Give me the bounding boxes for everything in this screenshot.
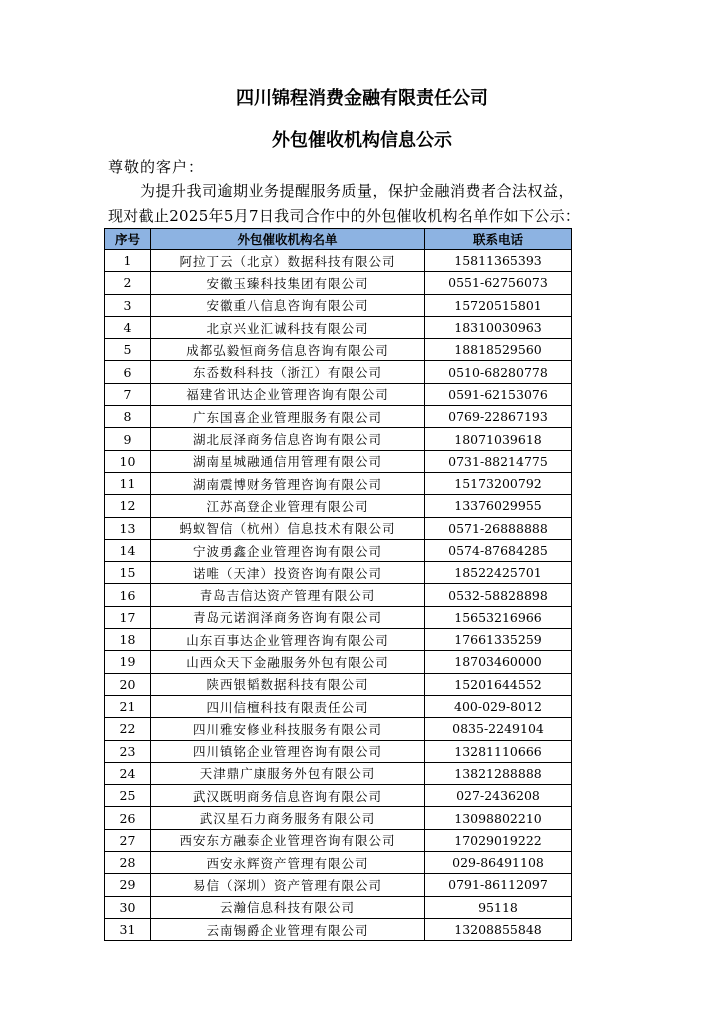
table-row [105, 272, 572, 294]
header-phone: 联系电话 [425, 229, 572, 250]
phone-number: 0769-22867193 [425, 406, 572, 428]
row-index: 24 [105, 762, 151, 784]
agency-name: 广东国喜企业管理服务有限公司 [151, 406, 425, 428]
intro-line-2: 现对截止2025年5月7日我司合作中的外包催收机构名单作如下公示： [108, 207, 581, 225]
agency-name: 山东百事达企业管理咨询有限公司 [151, 629, 425, 651]
agency-name: 山西众天下金融服务外包有限公司 [151, 651, 425, 673]
phone-number: 0532-58828898 [425, 584, 572, 606]
phone-number: 95118 [425, 896, 572, 918]
table-row [105, 339, 572, 361]
agency-table [104, 228, 572, 941]
table-row [105, 651, 572, 673]
header-index: 序号 [105, 229, 151, 250]
table-row [105, 316, 572, 338]
phone-number: 0574-87684285 [425, 539, 572, 561]
row-index: 19 [105, 651, 151, 673]
phone-number: 18703460000 [425, 651, 572, 673]
agency-name: 湖南震博财务管理咨询有限公司 [151, 472, 425, 494]
row-index: 3 [105, 294, 151, 316]
table-row [105, 383, 572, 405]
agency-name: 安徽玉臻科技集团有限公司 [151, 272, 425, 294]
phone-number: 17661335259 [425, 629, 572, 651]
table-row [105, 896, 572, 918]
agency-name: 陕西银韬数据科技有限公司 [151, 673, 425, 695]
agency-name: 易信（深圳）资产管理有限公司 [151, 874, 425, 896]
row-index: 16 [105, 584, 151, 606]
agency-name: 四川信檀科技有限责任公司 [151, 695, 425, 717]
agency-name: 东岙数科科技（浙江）有限公司 [151, 361, 425, 383]
table-row [105, 852, 572, 874]
agency-name: 安徽重八信息咨询有限公司 [151, 294, 425, 316]
phone-number: 15653216966 [425, 606, 572, 628]
row-index: 15 [105, 562, 151, 584]
phone-number: 027-2436208 [425, 785, 572, 807]
table-row [105, 250, 572, 272]
agency-name: 北京兴业汇诚科技有限公司 [151, 316, 425, 338]
table-row [105, 740, 572, 762]
phone-number: 13208855848 [425, 918, 572, 940]
row-index: 26 [105, 807, 151, 829]
phone-number: 13376029955 [425, 495, 572, 517]
row-index: 29 [105, 874, 151, 896]
row-index: 7 [105, 383, 151, 405]
phone-number: 17029019222 [425, 829, 572, 851]
phone-number: 15811365393 [425, 250, 572, 272]
table-row [105, 673, 572, 695]
agency-name: 湖南星城融通信用管理有限公司 [151, 450, 425, 472]
table-header-row [105, 229, 572, 250]
row-index: 25 [105, 785, 151, 807]
table-row [105, 874, 572, 896]
row-index: 4 [105, 316, 151, 338]
agency-name: 蚂蚁智信（杭州）信息技术有限公司 [151, 517, 425, 539]
document-title: 外包催收机构信息公示 [272, 130, 452, 151]
phone-number: 0791-86112097 [425, 874, 572, 896]
table-row [105, 829, 572, 851]
row-index: 1 [105, 250, 151, 272]
table-row [105, 539, 572, 561]
table-row [105, 606, 572, 628]
row-index: 5 [105, 339, 151, 361]
row-index: 23 [105, 740, 151, 762]
agency-name: 西安东方融泰企业管理咨询有限公司 [151, 829, 425, 851]
table-row [105, 428, 572, 450]
table-row [105, 517, 572, 539]
table-row [105, 762, 572, 784]
phone-number: 18818529560 [425, 339, 572, 361]
table-row [105, 918, 572, 940]
phone-number: 13098802210 [425, 807, 572, 829]
row-index: 17 [105, 606, 151, 628]
row-index: 9 [105, 428, 151, 450]
phone-number: 15173200792 [425, 472, 572, 494]
company-name: 四川锦程消费金融有限责任公司 [236, 88, 488, 109]
phone-number: 0571-26888888 [425, 517, 572, 539]
phone-number: 18522425701 [425, 562, 572, 584]
row-index: 2 [105, 272, 151, 294]
table-row [105, 450, 572, 472]
agency-name: 青岛元诺润泽商务咨询有限公司 [151, 606, 425, 628]
row-index: 8 [105, 406, 151, 428]
header-agency-name: 外包催收机构名单 [151, 229, 425, 250]
agency-name: 四川镇铭企业管理咨询有限公司 [151, 740, 425, 762]
row-index: 13 [105, 517, 151, 539]
phone-number: 15720515801 [425, 294, 572, 316]
row-index: 10 [105, 450, 151, 472]
row-index: 12 [105, 495, 151, 517]
phone-number: 0591-62153076 [425, 383, 572, 405]
agency-name: 武汉星石力商务服务有限公司 [151, 807, 425, 829]
row-index: 30 [105, 896, 151, 918]
row-index: 27 [105, 829, 151, 851]
agency-name: 云瀚信息科技有限公司 [151, 896, 425, 918]
row-index: 6 [105, 361, 151, 383]
agency-name: 天津鼎广康服务外包有限公司 [151, 762, 425, 784]
agency-name: 诺唯（天津）投资咨询有限公司 [151, 562, 425, 584]
phone-number: 15201644552 [425, 673, 572, 695]
table-row [105, 695, 572, 717]
phone-number: 18310030963 [425, 316, 572, 338]
agency-name: 福建省讯达企业管理咨询有限公司 [151, 383, 425, 405]
intro-line-1: 为提升我司逾期业务提醒服务质量，保护金融消费者合法权益， [140, 182, 575, 200]
row-index: 18 [105, 629, 151, 651]
table-row [105, 472, 572, 494]
phone-number: 400-029-8012 [425, 695, 572, 717]
row-index: 31 [105, 918, 151, 940]
row-index: 20 [105, 673, 151, 695]
table-row [105, 562, 572, 584]
phone-number: 029-86491108 [425, 852, 572, 874]
phone-number: 0731-88214775 [425, 450, 572, 472]
table-row [105, 584, 572, 606]
row-index: 14 [105, 539, 151, 561]
table-row [105, 294, 572, 316]
table-row [105, 785, 572, 807]
table-row [105, 406, 572, 428]
row-index: 21 [105, 695, 151, 717]
agency-name: 四川雅安修业科技服务有限公司 [151, 718, 425, 740]
greeting: 尊敬的客户： [108, 158, 205, 176]
table-row [105, 807, 572, 829]
agency-name: 云南锡爵企业管理有限公司 [151, 918, 425, 940]
agency-name: 青岛吉信达资产管理有限公司 [151, 584, 425, 606]
phone-number: 13821288888 [425, 762, 572, 784]
table-body [105, 250, 572, 941]
agency-name: 成都弘毅恒商务信息咨询有限公司 [151, 339, 425, 361]
row-index: 11 [105, 472, 151, 494]
table-row [105, 495, 572, 517]
agency-name: 江苏高登企业管理有限公司 [151, 495, 425, 517]
agency-name: 宁波勇鑫企业管理咨询有限公司 [151, 539, 425, 561]
agency-name: 阿拉丁云（北京）数据科技有限公司 [151, 250, 425, 272]
row-index: 22 [105, 718, 151, 740]
table-row [105, 361, 572, 383]
phone-number: 0510-68280778 [425, 361, 572, 383]
agency-name: 武汉既明商务信息咨询有限公司 [151, 785, 425, 807]
row-index: 28 [105, 852, 151, 874]
phone-number: 0551-62756073 [425, 272, 572, 294]
phone-number: 0835-2249104 [425, 718, 572, 740]
agency-name: 西安永辉资产管理有限公司 [151, 852, 425, 874]
phone-number: 13281110666 [425, 740, 572, 762]
phone-number: 18071039618 [425, 428, 572, 450]
table-row [105, 629, 572, 651]
table-row [105, 718, 572, 740]
agency-name: 湖北辰泽商务信息咨询有限公司 [151, 428, 425, 450]
